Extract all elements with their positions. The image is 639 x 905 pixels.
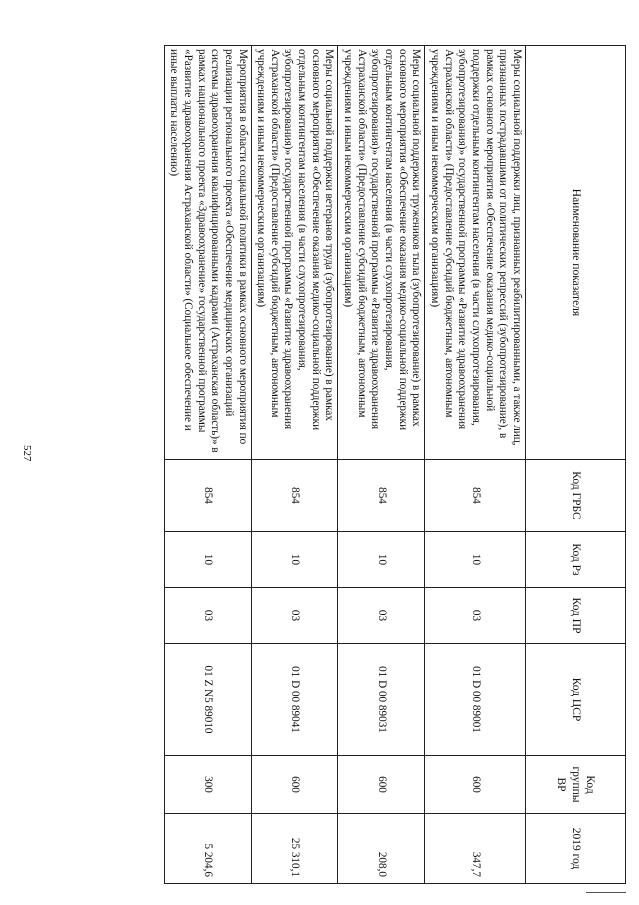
row-grbs: 854 — [164, 460, 251, 532]
row-csr: 01 Z N5 89010 — [164, 644, 251, 756]
row-year: 25 310,1 — [251, 814, 338, 884]
table-row — [338, 46, 425, 884]
table-header-row — [526, 46, 626, 884]
row-year: 347,7 — [425, 814, 526, 884]
page-number: 527 — [21, 445, 33, 462]
divider — [586, 892, 626, 893]
row-year: 5 204,6 — [164, 814, 251, 884]
row-csr: 01 D 00 89001 — [425, 644, 526, 756]
col-header-csr: Код ЦСР — [526, 644, 626, 756]
col-header-year: 2019 год — [526, 814, 626, 884]
row-pr: 03 — [164, 588, 251, 644]
row-vr: 300 — [164, 756, 251, 814]
table-row — [251, 46, 338, 884]
col-header-name: Наименование показателя — [526, 46, 626, 460]
row-rz: 10 — [251, 532, 338, 588]
row-name: Меры социальной поддержки тружеников тыла (зубопротезирование) в рамках основного мероприятия «Обеспечение оказания медико-социальной поддержки отдельным контингентам населения (в части слухопротезирования, зубопротезирования)» государственной программы «Развитие здравоохранения Астраханской области» (Предоставление субсидий бюджетным, автономным учреждениям и иным некоммерческим организациям) — [338, 46, 425, 460]
table-row — [425, 46, 526, 884]
row-vr: 600 — [338, 756, 425, 814]
budget-table-rotated — [168, 45, 626, 883]
row-rz: 10 — [425, 532, 526, 588]
col-header-grbs: Код ГРБС — [526, 460, 626, 532]
row-grbs: 854 — [338, 460, 425, 532]
row-name: Меры социальной поддержки лиц, признанных реабилитированными, а также лиц, признанных пострадавшими от политических репрессий (зубопротезирование), в рамках основного мероприятия «Обеспечение оказания медико-социальной поддержки отдельным контингентам населения (в части слухопротезирования, зубопротезирования)» государственной программы «Развитие здравоохранения Астраханской области» (Предоставление субсидий бюджетным, автономным учреждениям и иным некоммерческим организациям) — [425, 46, 526, 460]
col-header-pr: Код ПР — [526, 588, 626, 644]
row-pr: 03 — [338, 588, 425, 644]
row-name: Меры социальной поддержки ветеранов труда (зубопротезирование) в рамках основного мероприятия «Обеспечение оказания медико-социальной поддержки отдельным контингентам населения (в части слухопротезирования, зубопротезирования)» государственной программы «Развитие здравоохранения Астраханской области» (Предоставление субсидий бюджетным, автономным учреждениям и иным некоммерческим организациям) — [251, 46, 338, 460]
row-vr: 600 — [425, 756, 526, 814]
row-csr: 01 D 00 89031 — [338, 644, 425, 756]
col-header-vr: Код группы ВР — [526, 756, 626, 814]
row-name: Мероприятия в области социальной политики в рамках основного мероприятия по реализации регионального проекта «Обеспечение медицинских организаций системы здравоохранения квалифицированными кадрами (Астраханская область)» в рамках национального проекта «Здравоохранение» государственной программы «Развитие здравоохранения Астраханской области» (Социальное обеспечение и иные выплаты населению) — [164, 46, 251, 460]
row-pr: 03 — [425, 588, 526, 644]
row-year: 208,0 — [338, 814, 425, 884]
col-header-rz: Код Рз — [526, 532, 626, 588]
budget-table — [164, 45, 626, 884]
table-row — [164, 46, 251, 884]
row-rz: 10 — [164, 532, 251, 588]
row-grbs: 854 — [251, 460, 338, 532]
row-csr: 01 D 00 89041 — [251, 644, 338, 756]
row-pr: 03 — [251, 588, 338, 644]
row-rz: 10 — [338, 532, 425, 588]
row-vr: 600 — [251, 756, 338, 814]
row-grbs: 854 — [425, 460, 526, 532]
